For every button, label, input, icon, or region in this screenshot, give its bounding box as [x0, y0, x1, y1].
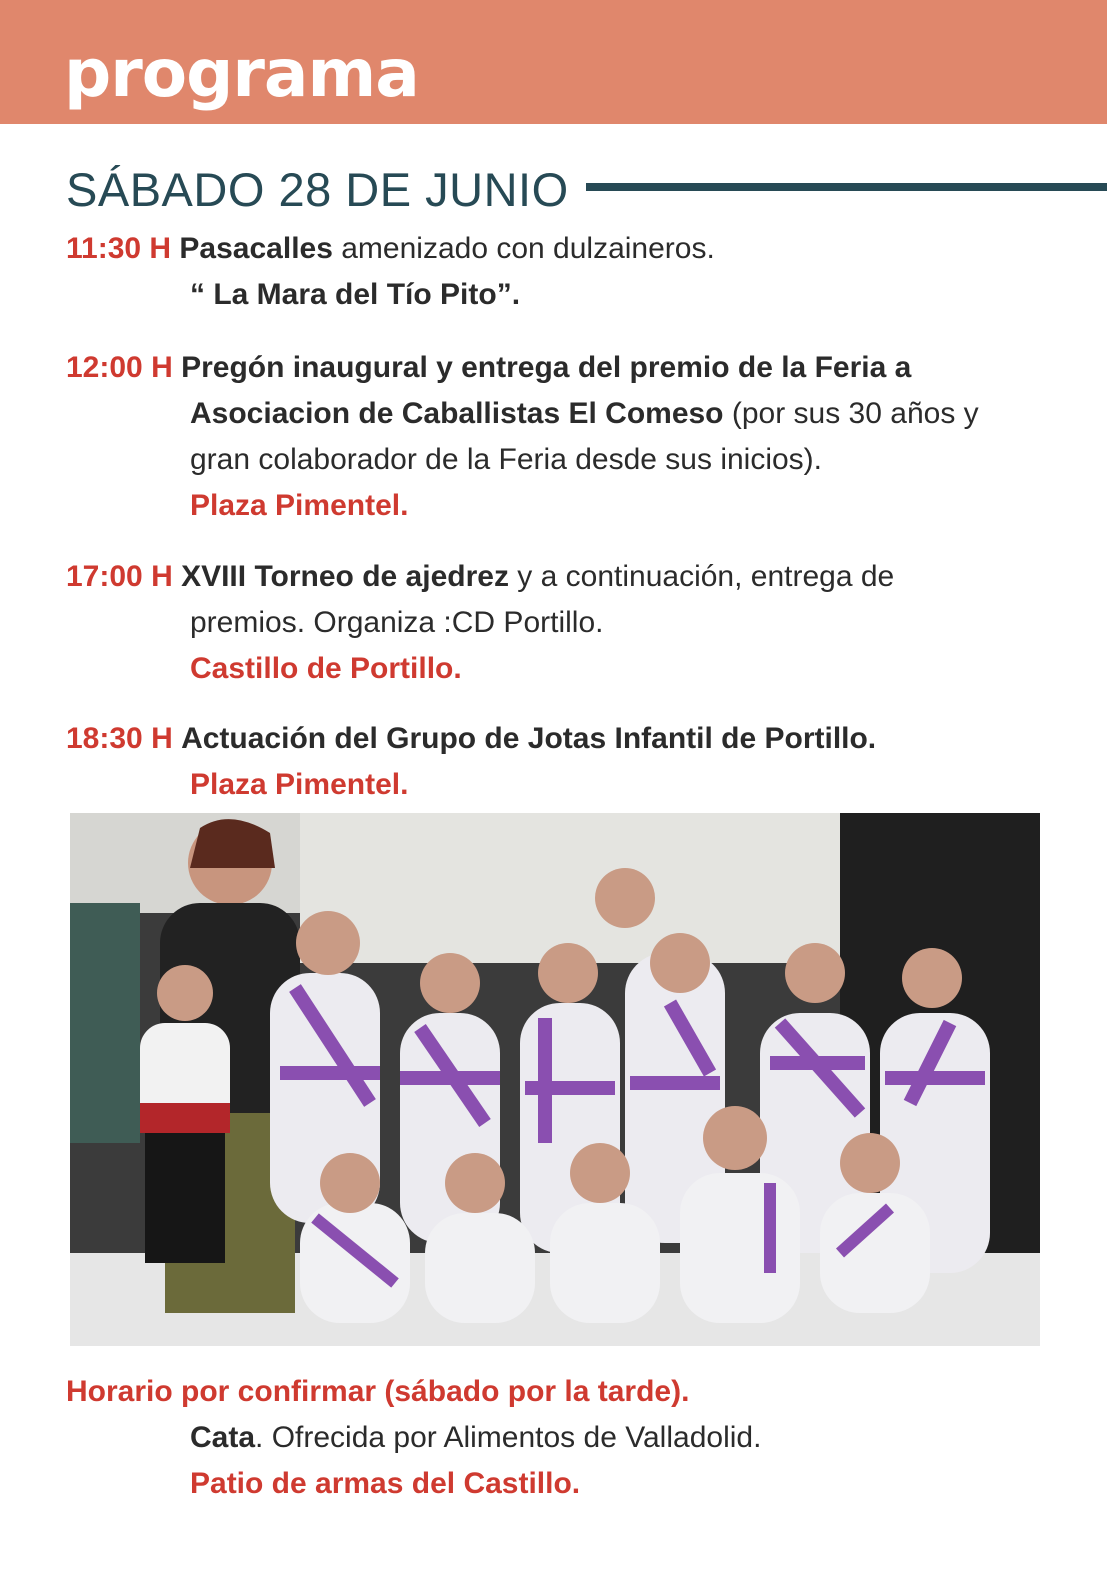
- event-line: [66, 600, 1066, 646]
- event-description: . Ofrecida por Alimentos de Valladolid.: [255, 1421, 762, 1454]
- event-line: [66, 762, 1066, 808]
- event-time: 17:00 H: [66, 560, 173, 593]
- event-1700: [66, 554, 1066, 692]
- event-1130: [66, 226, 1066, 318]
- event-awardee: Asociacion de Caballistas El Comeso: [190, 397, 724, 430]
- event-line: [66, 1369, 1066, 1415]
- event-time: 11:30 H: [66, 232, 172, 265]
- event-description: premios. Organiza :CD Portillo.: [190, 606, 604, 639]
- event-description: y a continuación, entrega de: [508, 560, 895, 593]
- event-description: amenizado con dulzaineros.: [332, 232, 715, 265]
- event-title: Pregón inaugural y entrega del premio de la Feria a: [181, 351, 912, 384]
- event-location: Plaza Pimentel.: [190, 768, 409, 801]
- event-line: [66, 1461, 1066, 1507]
- event-location: Patio de armas del Castillo.: [190, 1467, 581, 1500]
- event-line: [66, 345, 1066, 391]
- event-line: [66, 1415, 1066, 1461]
- event-title: XVIII Torneo de ajedrez: [181, 560, 509, 593]
- event-line: [66, 483, 1066, 529]
- event-time-tbc: Horario por confirmar (sábado por la tarde).: [66, 1375, 690, 1408]
- event-time: 12:00 H: [66, 351, 173, 384]
- group-photo: [70, 813, 1040, 1346]
- event-time: 18:30 H: [66, 722, 173, 755]
- event-line: [66, 391, 1066, 437]
- event-location: Plaza Pimentel.: [190, 489, 409, 522]
- event-title: Cata: [190, 1421, 256, 1454]
- date-heading: SÁBADO 28 DE JUNIO: [66, 163, 569, 216]
- event-description: (por sus 30 años y: [723, 397, 979, 430]
- heading-divider: [586, 183, 1107, 191]
- event-1200: [66, 345, 1066, 529]
- event-title: Pasacalles: [179, 232, 333, 265]
- event-1830: [66, 716, 1066, 808]
- event-line: [66, 272, 1066, 318]
- date-heading-row: [66, 160, 1107, 220]
- page-title: programa: [64, 35, 419, 112]
- event-tbc: [66, 1369, 1066, 1507]
- event-line: [66, 646, 1066, 692]
- event-description: gran colaborador de la Feria desde sus inicios).: [190, 443, 823, 476]
- dancers-photo-illustration: [70, 813, 1040, 1346]
- event-line: [66, 554, 1066, 600]
- event-location: Castillo de Portillo.: [190, 652, 462, 685]
- event-line: [66, 716, 1066, 762]
- event-line: [66, 226, 1066, 272]
- header-banner: [0, 0, 1107, 124]
- event-title: Actuación del Grupo de Jotas Infantil de Portillo.: [181, 722, 877, 755]
- event-performer: “ La Mara del Tío Pito”.: [190, 278, 521, 311]
- event-line: [66, 437, 1066, 483]
